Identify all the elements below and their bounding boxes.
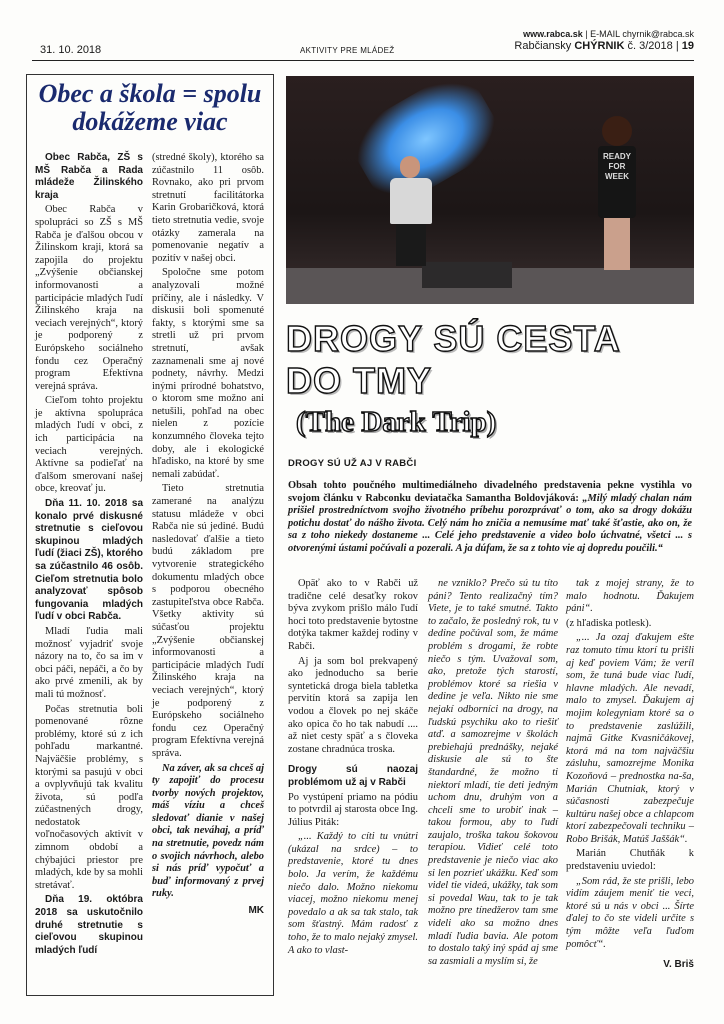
lead-text: Obsah tohto poučného multimediálneho divadelného predstavenia pekne vystihla vo svojom článku v Rabconku deviatačka Samantha Boldovjáková: bbox=[288, 480, 692, 504]
paragraph: Na záver, ak sa chceš aj ty zapojiť do procesu tvorby nových projektov, máš víziu a chceš sledovať dianie v našej obci, tak neváhaj, a príď na stretnutie, povedz nám o svojich návrhoch, alebo si nás príď vypočuť a buď informovaný z prvej ruky. bbox=[152, 762, 264, 900]
paragraph: (z hľadiska potlesk). bbox=[566, 617, 652, 629]
paragraph: Opäť ako to v Rabči už tradične celé desaťky rokov býva zvykom prišlo málo ľudí hoci toto predstavenie bytostne dotýka takmer každej rodiny v Rabči. bbox=[288, 578, 418, 652]
right-article-column-1 bbox=[288, 578, 418, 957]
paragraph: „Som rád, že ste prišli, lebo vidím záujem meniť tie veci, ktoré sú u nás v obci ... Šírte ďalej to čo ste videli určite s tým môžte veľa ľuďom pomôcť“. bbox=[566, 875, 694, 950]
paragraph: Mladí ľudia mali možnosť vyjadriť svoje názory na to, čo sa im v obci páči, nepáči, a čo by ako prvé zmenili, ak by mali tú možnosť. bbox=[35, 625, 143, 700]
paragraph: Tieto stretnutia zamerané na analýzu statusu mládeže v obci Rabča nie sú jediné. Budú nasledovať ďalšie a tieto budú základom pre vytvorenie strategického dokumentu mladých obce s podporou obecného zastupiteľstva obce Rabča. Všetky aktivity sú súčasťou projektu „Zvýšenie občianskej informovanosti a participácie mladých ľudí Žilinského kraja na veciach verejných“, ktorý je podporený z Európskeho sociálneho fondu cez Operačný program Efektívna verejná správa. bbox=[152, 483, 264, 759]
paragraph: „... Ja ozaj ďakujem ešte raz tomuto tímu ktorí tu prišli aj keď poviem Vám; že veríl som, že tuná bude viac ľudí, hlavne mladých. Ale nevadí, malo to zmysel. Ďakujem aj mojim kolegyniam ktoré sa o to predstavenie zaslúžili, najmä Gitke Kvasničákovej, ktorá má na tom najväčšiu zásluhu, samozrejme Monika Kozoňová – prednostka na-ša, Marián Chutniak, ktorý v súčasnosti zabezpečuje kultúru našej obce a chlapcom ktorí zabezpečovali techniku – Robo Brišák, Matúš Jaššák“. bbox=[566, 632, 694, 845]
kicker: DROGY SÚ UŽ AJ V RABČI bbox=[288, 458, 417, 469]
paragraph: Drogy sú naozaj problémom už aj v Rabči bbox=[288, 764, 418, 788]
shirt-text: READY FOR WEEK bbox=[598, 146, 636, 218]
right-signature: V. Briš bbox=[663, 959, 694, 971]
header-rule bbox=[32, 60, 694, 61]
paper-name: CHÝRNIK bbox=[574, 40, 625, 52]
performer-man bbox=[386, 156, 436, 266]
issue-number: č. 3/2018 bbox=[627, 40, 673, 52]
page-number: 19 bbox=[681, 40, 694, 52]
paragraph: ne vzniklo? Prečo sú tu títo páni? Tento realizačný tím? Viete, je to také smutné. Takto to začalo, že posledný rok, tu v dedine počúval som, že máme problém s drogami, že robte niečo s tým. Uvažoval som, ako, pretože tých starostí, problémov ktoré sa riešia v dedine je veľa. Nikto nie sme nejakí odborníci na drogy, na ľudskú psychiku ako to riešiť atď. a samozrejme v školách prebiehajú prednášky, nejaké diskusie ale sú to šte štandardné, že možno ti niektorí mladí, tie deti jedným uchom dnu, druhým von a chceli sme to urobiť inak – takou formou, aby to ľudí zaujalo, troška takou šokovou terapiou. Vidieť celé toto predstavenie je niečo viac ako si len pozrieť ukážku. Keď som videl tie videá, ukážky, tak som si povedal Wau, tak to je tak možno pre tínedžerov tam sme videli ako sa možno dnes mladí ľudia bavia. Ale potom to dostalo taký iný spád aj sme sa zasmiali a myslím si, že bbox=[428, 578, 558, 967]
lead-paragraph bbox=[288, 480, 692, 556]
paragraph: (stredné školy), ktorého sa zúčastnilo 11 osôb. Rovnako, ako pri prvom stretnutí facilitátorka Karin Grobaričková, ktorá tieto stretnutia vedie, svoje otázky zamerala na pomenovanie negatív a pozitív v našej obci. bbox=[152, 152, 264, 264]
paragraph: Aj ja som bol prekvapený ako jednoducho sa berie syntetická droga biela tabletka pervitín ktorá sa zapija len vodou a človek po nej skáče ako opica čo ho tak nabudí .... až niet cesty späť a s človeka zostane chradnúca troska. bbox=[288, 655, 418, 755]
paragraph: Cieľom tohto projektu je aktívna spolupráca mladých ľudí v obci, z ich participácia na veciach verejných. Aktívne sa podieľať na ďalšom smerovaní našej obce, kreovať ju. bbox=[35, 395, 143, 495]
left-signature: MK bbox=[248, 905, 264, 917]
left-article-column-1 bbox=[35, 152, 143, 957]
right-article-column-3 bbox=[566, 578, 694, 972]
paper-prefix: Rabčiansky bbox=[514, 40, 572, 52]
email: chyrnik@rabca.sk bbox=[622, 29, 694, 39]
headline-line-2: DO TMY bbox=[286, 360, 432, 401]
performer-woman bbox=[592, 116, 642, 276]
left-article-title: Obec a škola = spolu dokážeme viac bbox=[38, 79, 262, 136]
paragraph: Dňa 11. 10. 2018 sa konalo prvé diskusné stretnutie s cieľovou skupinou mladých ľudí (žiaci ZŠ), ktorého sa zúčastnilo 46 osôb. Cieľom stretnutia bolo analyzovať spôsob fungovania mladých ľudí v obci Rabča. bbox=[35, 498, 143, 623]
paragraph: Dňa 19. októbra 2018 sa uskutočnilo druhé stretnutie s cieľovou skupinou mladých ľudí bbox=[35, 894, 143, 956]
paragraph: Obec Rabča, ZŠ s MŠ Rabča a Rada mládeže Žilinského kraja bbox=[35, 152, 143, 201]
right-article-column-2 bbox=[428, 578, 558, 968]
email-label: E-MAIL bbox=[590, 29, 620, 39]
headline bbox=[286, 318, 621, 402]
section-title: AKTIVITY PRE MLÁDEŽ bbox=[300, 46, 395, 55]
stage-photo bbox=[286, 76, 694, 304]
paragraph: Obec Rabča v spolupráci so ZŠ s MŠ Rabča je ďalšou obcou v Žilinskom kraji, ktorá sa zapojila do projektu „Zvýšenie občianskej informovanosti a participácie mladých ľudí Žilinského kraja na veciach verejných“, ktorý je podporený z Európskeho sociálneho fondu cez Operačný program Efektívna verejná správa. bbox=[35, 204, 143, 392]
paragraph: Počas stretnutia boli pomenované rôzne problémy, ktoré sú z ich pohľadu markantné. Najväčšie problémy, s ktorými sa pasujú v obci a ovplyvňujú tak kvalitu života, sú podľa zúčastnených drogy, nedostatok voľnočasových aktivít v zimnom období a chýbajúci priestor pre mladých, kde by sa mohli stretávať. bbox=[35, 703, 143, 891]
paragraph: Spoločne sme potom analyzovali možné príčiny, ale i následky. V diskusii boli spomenuté fakty, s ktorými sme sa stretli už pri prvom stretnutí, avšak zaznamenali sme aj nové podnety, návrhy. Medzi inými prírodné bohatstvo, o ktorom sme možno ani netušili, pohľad na obec nielen z pozície konzumného človeka tejto doby, ale i ekologické hľadisko, na ktoré by sme nemali zabúdať. bbox=[152, 267, 264, 480]
headline-line-1: DROGY SÚ CESTA bbox=[286, 318, 621, 359]
paragraph: tak z mojej strany, že to malo hodnotu. Ďakujem páni“. bbox=[566, 578, 694, 615]
paragraph: Marián Chutňák k predstaveniu uviedol: bbox=[566, 848, 694, 873]
masthead: www.rabca.sk | E-MAIL chyrnik@rabca.sk Rabčiansky CHÝRNIK č. 3/2018 | 19 bbox=[514, 29, 694, 52]
website: www.rabca.sk bbox=[523, 29, 583, 39]
headline-subtitle: (The Dark Trip) bbox=[296, 406, 497, 438]
paragraph: „... Každý to cíti tu vnútri (ukázal na srdce) – to predstavenie, ktoré tu dnes bolo. Ja verím, že každému niečo dalo. Možno niekomu viacej, možno niekomu menej povedalo a ak sa tak stalo, tak som šťastný. Mám radosť z toho, že to malo nejaký zmysel. A ako to vlast- bbox=[288, 831, 418, 956]
lead-quote: „Milý mladý chalan nám prišiel prostredníctvom svojho životného príbehu porozprávať o tom, ako sa drogy dokážu potichu dostať do nášho života. Celý nám ho zničia a nemusíme mať také šťastie, ako on, že sa z toho niekedy dostaneme ... Celé jeho predstavenie a video bolo úchvatné, všetci ... s otvorenými ústami počúvali a pozerali. A ja dúfam, že sa z tohto vie aj dopredu poučili.“ bbox=[288, 492, 692, 554]
paragraph: Po vystúpení priamo na pódiu to potvrdil aj starosta obce Ing. Július Piták: bbox=[288, 791, 418, 828]
left-article-column-2 bbox=[152, 152, 264, 918]
issue-date: 31. 10. 2018 bbox=[40, 44, 102, 56]
